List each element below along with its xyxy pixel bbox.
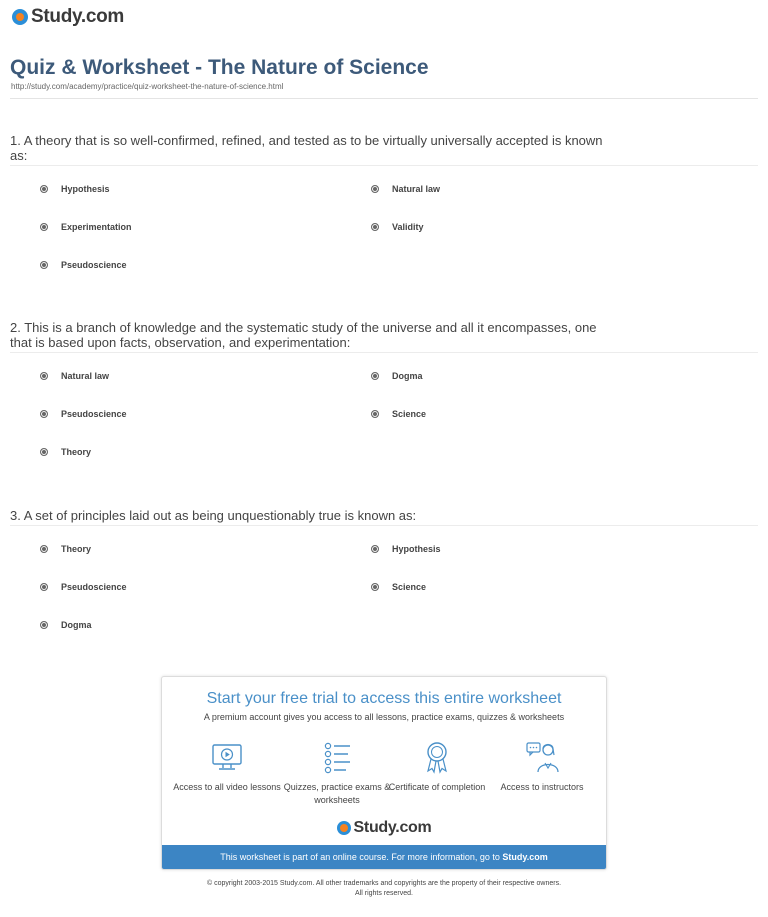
option-label: Pseudoscience xyxy=(61,582,127,592)
banner-text: This worksheet is part of an online course. For more information, go to xyxy=(220,852,503,862)
logo-text: Study.com xyxy=(31,6,125,27)
promo-logo-text: Study.com xyxy=(353,819,432,836)
promo-study-logo[interactable] xyxy=(162,819,606,837)
question-3-text: 3. A set of principles laid out as being unquestionably true is known as: xyxy=(10,508,417,523)
q3-option-2[interactable] xyxy=(371,544,441,554)
q2-option-3[interactable] xyxy=(40,409,127,419)
feature-label: Access to all video lessons xyxy=(173,782,281,792)
banner-link[interactable]: Study.com xyxy=(502,852,548,862)
q3-option-5[interactable] xyxy=(40,620,92,630)
course-info-banner xyxy=(162,845,606,869)
q3-option-1[interactable] xyxy=(40,544,91,554)
study-logo-icon xyxy=(12,9,28,25)
option-label: Natural law xyxy=(392,184,441,194)
radio-icon[interactable] xyxy=(371,223,379,231)
q1-option-5[interactable] xyxy=(40,260,127,270)
option-label: Science xyxy=(392,582,427,592)
radio-icon[interactable] xyxy=(40,583,48,591)
question-1-divider xyxy=(10,165,758,166)
radio-icon[interactable] xyxy=(40,185,48,193)
study-logo-icon xyxy=(337,821,351,835)
radio-icon[interactable] xyxy=(40,223,48,231)
option-label: Science xyxy=(392,409,427,419)
feature-certificate xyxy=(382,740,492,794)
option-label: Hypothesis xyxy=(61,184,110,194)
feature-instructors xyxy=(487,740,597,794)
option-label: Experimentation xyxy=(61,222,132,232)
footer-copyright: © copyright 2003-2015 Study.com. All other trademarks and copyrights are the property of their respective owners. xyxy=(206,880,562,887)
option-label: Hypothesis xyxy=(392,544,441,554)
option-label: Theory xyxy=(61,447,92,457)
q1-option-3[interactable] xyxy=(40,222,132,232)
q2-option-4[interactable] xyxy=(371,409,426,419)
q2-option-2[interactable] xyxy=(371,371,423,381)
option-label: Validity xyxy=(392,222,424,232)
radio-icon[interactable] xyxy=(40,261,48,269)
instructor-chat-icon xyxy=(525,740,559,774)
q2-option-5[interactable] xyxy=(40,447,91,457)
question-2-divider xyxy=(10,352,758,353)
question-2-text: 2. This is a branch of knowledge and the systematic study of the universe and all it encompasses, one that is based upon facts, observation, and experimentation: xyxy=(10,320,597,350)
option-label: Dogma xyxy=(61,620,92,630)
feature-quizzes xyxy=(282,740,392,807)
promo-heading[interactable]: Start your free trial to access this entire worksheet xyxy=(206,690,562,707)
option-label: Dogma xyxy=(392,371,423,381)
question-1-text: 1. A theory that is so well-confirmed, refined, and tested as to be virtually universally accepted is known as: xyxy=(10,133,603,163)
radio-icon[interactable] xyxy=(371,583,379,591)
radio-icon[interactable] xyxy=(371,372,379,380)
radio-icon[interactable] xyxy=(40,372,48,380)
radio-icon[interactable] xyxy=(40,545,48,553)
feature-label: Access to instructors xyxy=(500,782,584,792)
page-title: Quiz & Worksheet - The Nature of Science xyxy=(10,56,429,79)
feature-video-lessons xyxy=(172,740,282,794)
checklist-icon xyxy=(320,740,354,774)
radio-icon[interactable] xyxy=(40,410,48,418)
promo-subheading: A premium account gives you access to all lessons, practice exams, quizzes & worksheets xyxy=(203,712,565,722)
footer xyxy=(0,879,768,899)
q1-option-4[interactable] xyxy=(371,222,424,232)
certificate-ribbon-icon xyxy=(420,740,454,774)
feature-label: Certificate of completion xyxy=(388,782,486,792)
radio-icon[interactable] xyxy=(371,185,379,193)
study-logo[interactable] xyxy=(12,6,124,28)
radio-icon[interactable] xyxy=(40,621,48,629)
radio-icon[interactable] xyxy=(40,448,48,456)
option-label: Pseudoscience xyxy=(61,260,127,270)
q2-option-1[interactable] xyxy=(40,371,109,381)
q1-option-2[interactable] xyxy=(371,184,440,194)
option-label: Pseudoscience xyxy=(61,409,127,419)
option-label: Natural law xyxy=(61,371,110,381)
feature-label: Quizzes, practice exams & worksheets xyxy=(283,782,391,805)
q1-option-1[interactable] xyxy=(40,184,110,194)
q3-option-3[interactable] xyxy=(40,582,127,592)
footer-rights: All rights reserved. xyxy=(355,890,413,897)
radio-icon[interactable] xyxy=(371,545,379,553)
question-3-divider xyxy=(10,525,758,526)
radio-icon[interactable] xyxy=(371,410,379,418)
q3-option-4[interactable] xyxy=(371,582,426,592)
free-trial-promo xyxy=(161,676,607,870)
header-divider xyxy=(10,98,758,99)
video-lesson-icon xyxy=(210,740,244,774)
page-url[interactable]: http://study.com/academy/practice/quiz-worksheet-the-nature-of-science.html xyxy=(11,82,284,91)
option-label: Theory xyxy=(61,544,92,554)
